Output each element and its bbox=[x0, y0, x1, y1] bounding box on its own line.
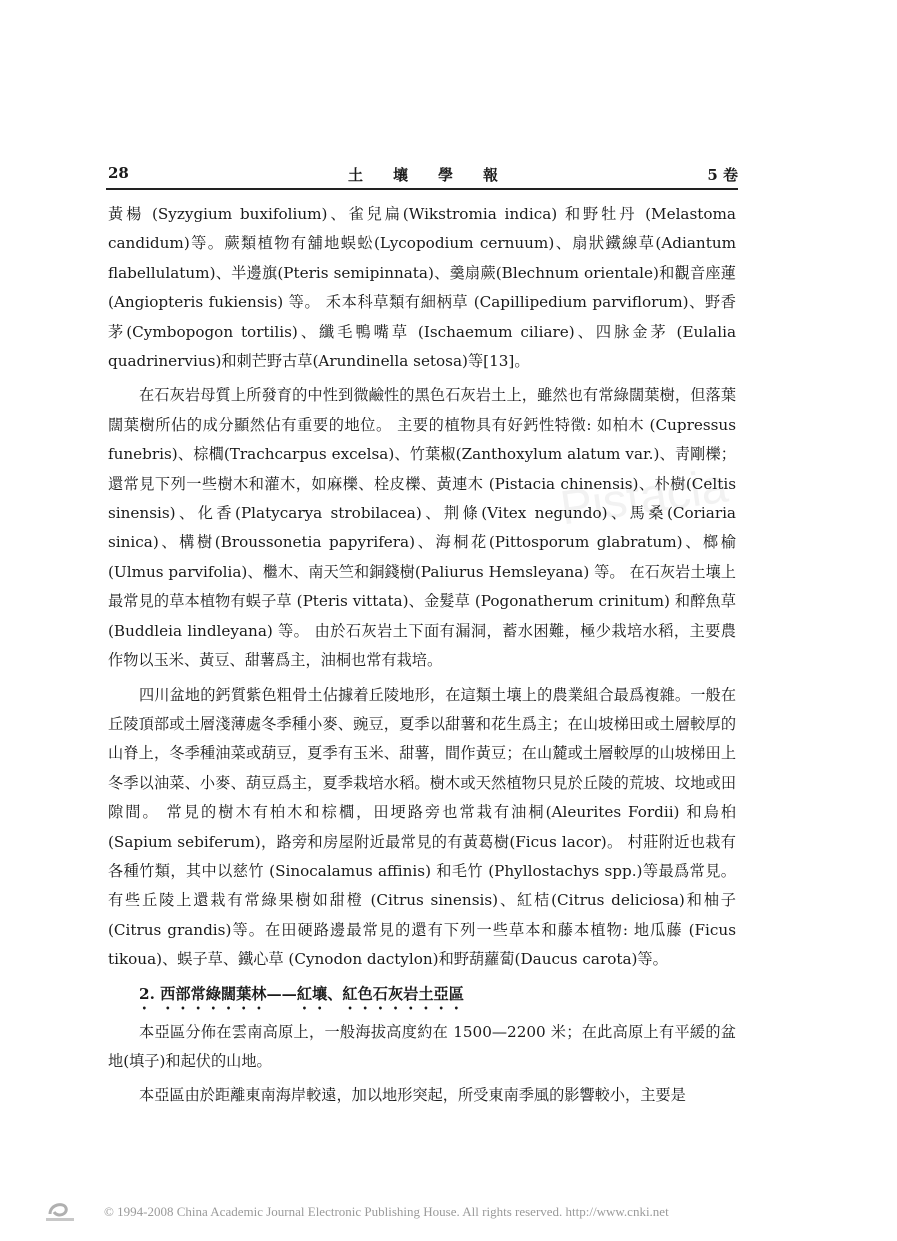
paragraph-continuation: 黃楊 (Syzygium buxifolium)、雀兒扁(Wikstromia indica) 和野牡丹 (Melastoma candidum)等。蕨類植物有舖地蜈蚣(Lycopodium cernuum)、扇狀鐵線草(Adiantum flabellulatum)、半邊旗(Pteris semipinnata)、羹扇蕨(Blechnum orientale)和觀音座蓮(Angiopteris fukiensis) 等。 禾本科草類有細柄草 (Capillipedium parviflorum)、野香茅(Cymbopogon tortilis)、纖毛鴨嘴草 (Ischaemum ciliare)、四脉金茅 (Eulalia quadrinervius)和刺芒野古草(Arundinella setosa)等[13]。 bbox=[108, 205, 736, 371]
page-header bbox=[108, 160, 738, 188]
article-body bbox=[108, 200, 736, 1111]
watermark: Pistacia bbox=[557, 459, 731, 536]
volume-label: 5 卷 bbox=[707, 166, 738, 184]
paragraph-limestone: 在石灰岩母質上所發育的中性到微鹼性的黑色石灰岩土上，雖然也有常綠闊葉樹，但落葉闊葉樹所佔的成分顯然佔有重要的地位。 主要的植物具有好鈣性特徵: 如柏木 (Cupressus funebris)、棕櫚(Trachcarpus excelsa)、竹葉椒(Zanthoxylum alatum var.)、靑剛櫟；還常見下列一些樹木和灌木，如麻櫟、栓皮櫟、黃連木 (Pistacia chinensis)、朴樹(Celtis sinensis)、化香(Platycarya strobilacea)、荆條(Vitex negundo)、馬桑(Coriaria sinica)、構樹(Broussonetia papyrifera)、海桐花(Pittosporum glabratum)、榔榆(Ulmus parvifolia)、檵木、南天竺和銅錢樹(Paliurus Hemsleyana) 等。 在石灰岩土壤上最常見的草本植物有蜈子草 (Pteris vittata)、金髮草 (Pogonatherum crinitum) 和醉魚草 (Buddleia lindleyana) 等。 由於石灰岩土下面有漏洞，蓄水困難，極少栽培水稻，主要農作物以玉米、黃豆、甜薯爲主，油桐也常有栽培。 bbox=[108, 386, 736, 670]
copyright-notice: © 1994-2008 China Academic Journal Electronic Publishing House. All rights reserved. http://www.cnki.net bbox=[104, 1204, 669, 1219]
page-number: 28 bbox=[108, 164, 129, 182]
section-heading-text: 2. 西部常綠闊葉林——紅壤、紅色石灰岩土亞區 bbox=[139, 984, 464, 1003]
header-rule bbox=[106, 188, 738, 190]
journal-title: 土壤學報 bbox=[347, 166, 528, 184]
section-heading bbox=[108, 980, 736, 1013]
paragraph-yunnan-distribution: 本亞區分佈在雲南高原上，一般海拔高度約在 1500—2200 米；在此高原上有平緩的盆地(填子)和起伏的山地。 bbox=[108, 1022, 736, 1070]
page-footer bbox=[44, 1196, 844, 1226]
paragraph-yunnan-climate: 本亞區由於距離東南海岸較遠，加以地形突起，所受東南季風的影響較小，主要是 bbox=[139, 1086, 686, 1105]
paragraph-sichuan: 四川盆地的鈣質紫色粗骨土佔據着丘陵地形，在這類土壤上的農業組合最爲複雜。一般在丘陵頂部或土層淺薄處冬季種小麥、豌豆，夏季以甜薯和花生爲主；在山坡梯田或土層較厚的山脊上，冬季種油菜或葫豆，夏季有玉米、甜薯，間作黃豆；在山麓或土層較厚的山坡梯田上冬季以油菜、小麥、葫豆爲主，夏季栽培水稻。樹木或天然植物只見於丘陵的荒坡、坟地或田隙間。 常見的樹木有柏木和棕櫚，田埂路旁也常栽有油桐(Aleurites Fordii) 和烏桕(Sapium sebiferum)，路旁和房屋附近最常見的有黃葛樹(Ficus lacor)。 村莊附近也栽有各種竹類，其中以慈竹 (Sinocalamus affinis) 和毛竹 (Phyllostachys spp.)等最爲常見。 有些丘陵上還栽有常綠果樹如甜橙 (Citrus sinensis)、紅桔(Citrus deliciosa)和柚子 (Citrus grandis)等。在田硬路邊最常見的還有下列一些草本和藤本植物: 地瓜藤 (Ficus tikoua)、蜈子草、鐵心草 (Cynodon dactylon)和野葫蘿蔔(Daucus carota)等。 bbox=[108, 685, 736, 969]
cnki-logo-icon bbox=[44, 1196, 76, 1224]
